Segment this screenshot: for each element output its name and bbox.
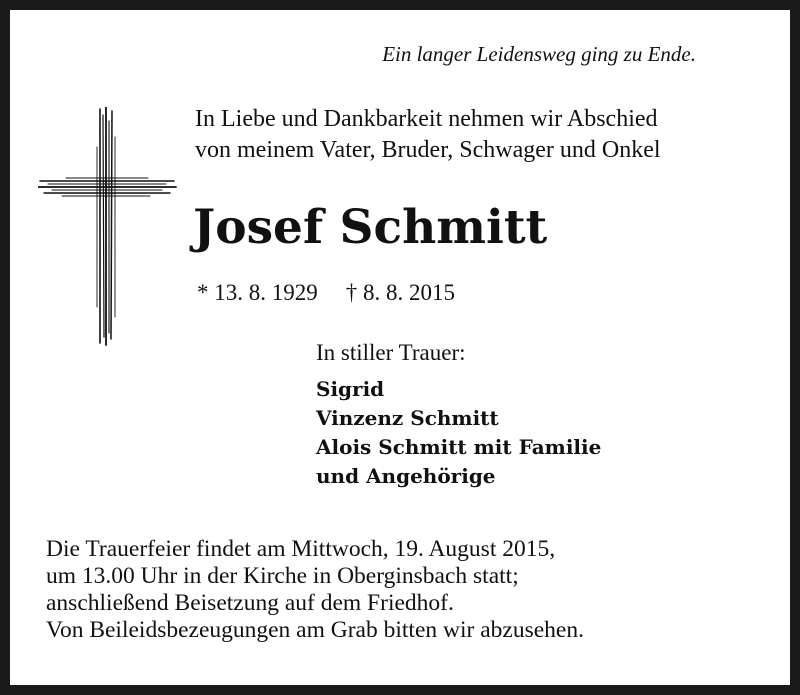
birth-date: * 13. 8. 1929 [197,280,318,305]
details-line: Die Trauerfeier findet am Mittwoch, 19. August 2015, [46,536,556,562]
mourner-name: und Angehörige [316,464,496,488]
funeral-details [46,536,776,644]
details-line: anschließend Beisetzung auf dem Friedhof. [46,590,454,616]
details-line: um 13.00 Uhr in der Kirche in Oberginsbach statt; [46,563,519,589]
obituary-card [10,10,790,685]
mourner-name: Vinzenz Schmitt [316,406,499,430]
deceased-name: Josef Schmitt [193,200,548,255]
mourners-list [316,375,601,491]
cross-icon [38,107,178,352]
mourner-name: Alois Schmitt mit Familie [316,435,602,459]
details-line: Von Beileidsbezeugungen am Grab bitten wir abzusehen. [46,617,584,643]
mourner-name: Sigrid [316,377,385,401]
intro-line: von meinem Vater, Bruder, Schwager und Onkel [195,137,661,163]
life-dates [197,280,455,306]
intro-text [195,104,765,166]
motto-line: Ein langer Leidensweg ging zu Ende. [382,42,696,66]
intro-line: In Liebe und Dankbarkeit nehmen wir Abschied [195,106,658,132]
mourners-heading: In stiller Trauer: [316,340,466,365]
death-date: † 8. 8. 2015 [345,280,455,305]
